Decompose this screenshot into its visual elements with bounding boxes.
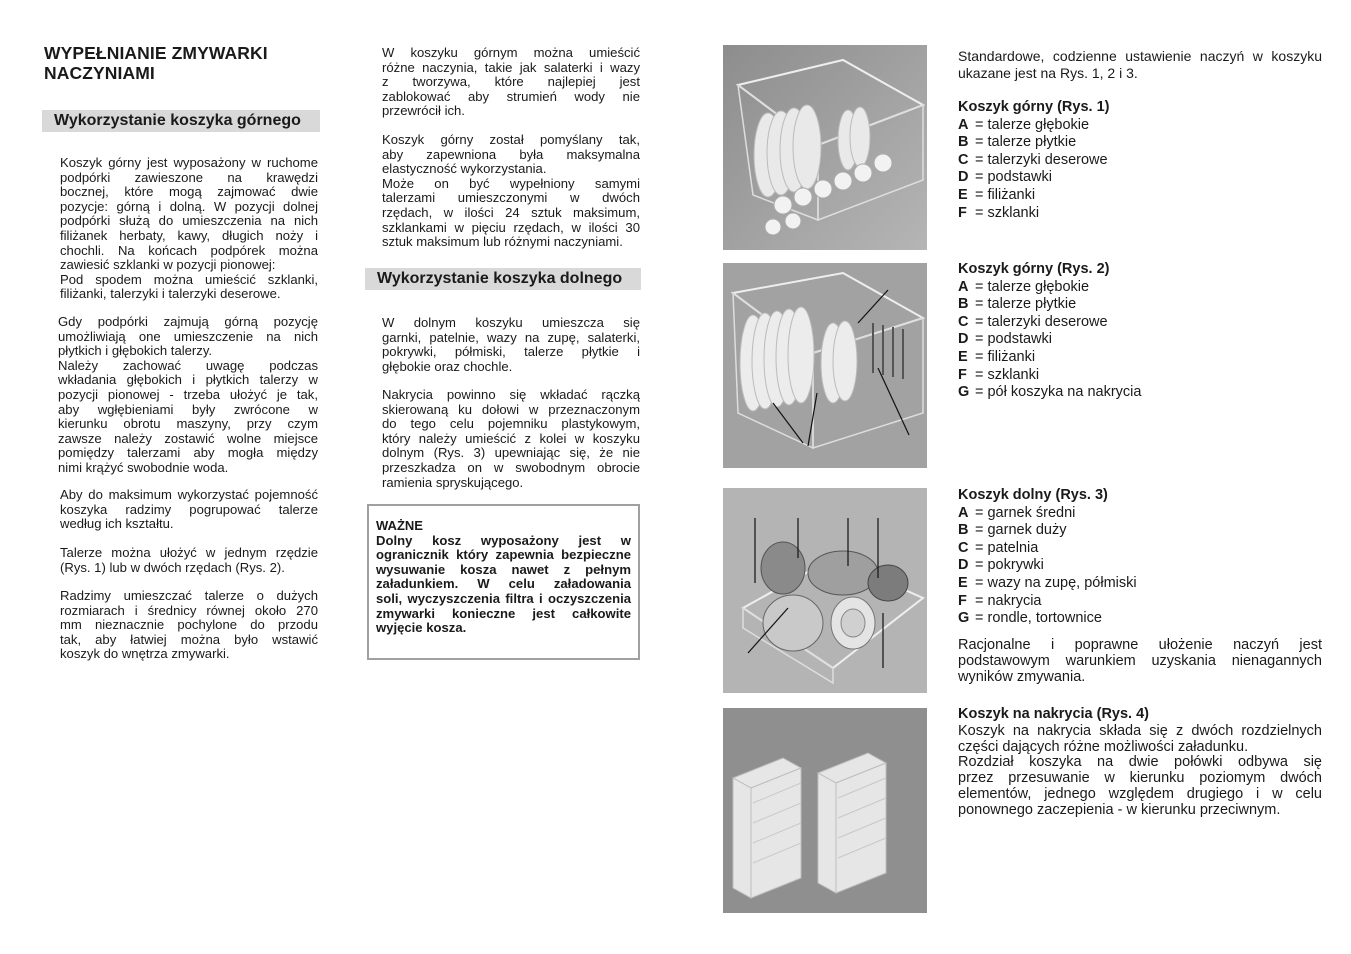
text-line: Talerze można ułożyć w jednym rzędzie (60, 545, 318, 560)
col2-paragraph-4 (382, 388, 640, 490)
title-line-1: WYPEŁNIANIE ZMYWARKI (44, 43, 268, 63)
text-line: pozycje: górną i dolną. W pozycji dolnej (60, 198, 318, 214)
legend-rys2 (958, 261, 1322, 402)
text-line: soli, wyczyszczenia filtra i oczyszczenia (376, 590, 631, 606)
text-line: D (958, 169, 969, 186)
text-line: C (958, 313, 969, 330)
figure-rys1-upper-basket (723, 45, 927, 250)
text-line: W dolnym koszyku umieszcza się (382, 315, 640, 330)
text-line: wkładania głębokich i płytkich talerzy w (58, 372, 318, 388)
text-line: aby zapewniona była maksymalna (382, 146, 640, 162)
legend-item (958, 134, 1322, 152)
text-line: = filiżanki (975, 186, 1036, 203)
text-line: D (958, 557, 969, 574)
text-line: Koszyk górny jest wyposażony w ruchome (60, 155, 318, 170)
legend-item (958, 505, 1322, 523)
text-line: zawiesić szklanki w pozycji pionowej: (60, 257, 276, 273)
text-line: = pół koszyka na nakrycia (975, 384, 1142, 401)
text-line: = szklanki (975, 366, 1040, 383)
text-line: ramienia spryskującego. (382, 474, 524, 490)
text-line: = talerze płytkie (975, 296, 1077, 313)
text-line: A (958, 116, 969, 133)
legend-item (958, 205, 1322, 223)
text-line: = talerze płytkie (975, 134, 1077, 151)
text-line: przez przesuwanie w kierunku poziomym dwóch (958, 770, 1322, 787)
legend-item (958, 540, 1322, 558)
upper-basket-illustration (723, 45, 927, 250)
text-line: przewrócił ich. (382, 103, 465, 119)
text-line: (Rys. 1) lub w dwóch rzędach (Rys. 2). (60, 559, 285, 575)
text-line: filiżanki, talerzyki i talerzyki deserowe. (60, 286, 281, 302)
text-line: = patelnia (975, 539, 1039, 556)
text-line: załadunkiem. W celu załadowania (376, 576, 631, 592)
text-line: F (958, 592, 967, 609)
text-line: garnki, patelnie, wazy na zupę, salaterki, (382, 329, 640, 345)
text-line: szklankami w pięciu rzędach, w ilości 30 (382, 219, 640, 235)
legend-item (958, 384, 1322, 402)
text-line: G (958, 384, 970, 401)
text-line: płytkich i głębokich talerzy. (58, 343, 213, 359)
text-line: = filiżanki (975, 348, 1036, 365)
col1-paragraph-4 (60, 546, 318, 575)
text-line: pozycji pionowej - trzeba ułożyć je tak, (58, 386, 318, 402)
text-line: do tego celu pojemniku plastykowym, (382, 416, 640, 432)
legend-item (958, 522, 1322, 540)
text-line: = szklanki (975, 204, 1040, 221)
text-line: E (958, 348, 968, 365)
text-line: = wazy na zupę, półmiski (975, 574, 1137, 591)
text-line: = podstawki (975, 169, 1052, 186)
text-line: aby wgłębieniami były zwrócone w (58, 401, 318, 417)
text-line: podpórki służą do umieszczenia na nich (60, 213, 318, 229)
text-line: Koszyk górny został pomyślany tak, (382, 132, 640, 147)
text-line: B (958, 296, 969, 313)
text-line: z tworzywa, które najlepiej jest (382, 74, 640, 90)
legend-rys4-text (958, 724, 1322, 819)
text-line: A (958, 504, 969, 521)
col4-paragraph-rational (958, 637, 1322, 685)
col4-intro (958, 48, 1322, 82)
text-line: F (958, 204, 967, 221)
text-line: rozmiarach i średnicy równej około 270 (60, 602, 318, 618)
text-line: B (958, 134, 969, 151)
text-line: = podstawki (975, 331, 1052, 348)
text-line: sztuk maksimum lub różnymi naczyniami. (382, 234, 623, 250)
text-line: W koszyku górnym można umieścić (382, 45, 640, 60)
warning-box (367, 504, 640, 660)
legend-item (958, 367, 1322, 385)
col1-paragraph-5 (60, 589, 318, 662)
text-line: G (958, 610, 970, 627)
legend-item (958, 349, 1322, 367)
text-line: nimi krążyć swobodnie woda. (58, 459, 229, 475)
text-line: = talerzyki deserowe (975, 151, 1108, 168)
lower-basket-illustration (723, 488, 927, 693)
text-line: C (958, 539, 969, 556)
figure-rys4-cutlery-basket (723, 708, 927, 913)
legend-rys3 (958, 487, 1322, 628)
col2-paragraph-2 (382, 133, 640, 250)
text-line: mm nieznacznie pochylone do przodu (60, 617, 318, 633)
legend-item (958, 331, 1322, 349)
text-line: Pod spodem można umieścić szklanki, (60, 271, 318, 287)
text-line: zawsze należy zostawić wolne miejsce (58, 430, 318, 446)
col1-paragraph-1 (60, 156, 318, 302)
text-line: Radzimy umieszczać talerze o dużych (60, 588, 318, 603)
text-line: E (958, 574, 968, 591)
text-line: ukazane jest na Rys. 1, 2 i 3. (958, 65, 1138, 81)
legend-item (958, 169, 1322, 187)
text-line: B (958, 522, 969, 539)
text-line: = talerze głębokie (975, 116, 1090, 133)
text-line: Koszyk na nakrycia składa się z dwóch rozdzielnych (958, 722, 1322, 739)
legend-rys3-heading: Koszyk dolny (Rys. 3) (958, 487, 1108, 503)
text-line: chochli. Na końcach podpórek można (60, 242, 318, 258)
text-line: różne naczynia, takie jak salaterki i wazy (382, 59, 640, 75)
figure-rys2-upper-basket (723, 263, 927, 468)
legend-item (958, 117, 1322, 135)
text-line: pomiędzy talerzami aby mogła między (58, 445, 318, 461)
text-line: talerzami umieszczonymi w dwóch (382, 190, 640, 206)
text-line: części dających różne możliwości załadunku. (958, 738, 1249, 755)
text-line: dolnym (Rys. 3) upewniając się, że nie (382, 445, 640, 461)
page-title (44, 44, 334, 83)
text-line: = nakrycia (975, 592, 1042, 609)
cutlery-basket-illustration (723, 708, 927, 913)
legend-rys2-heading: Koszyk górny (Rys. 2) (958, 261, 1110, 277)
col2-paragraph-3 (382, 316, 640, 374)
col1-paragraph-2 (58, 315, 318, 476)
text-line: Dolny kosz wyposażony jest w (376, 532, 631, 548)
upper-basket-two-rows-illustration (723, 263, 927, 468)
legend-rys1-heading: Koszyk górny (Rys. 1) (958, 99, 1110, 115)
text-line: Aby do maksimum wykorzystać pojemność (60, 487, 318, 502)
col1-paragraph-3 (60, 488, 318, 532)
text-line: koszyka radzimy pogrupować talerze (60, 501, 318, 517)
col2-paragraph-1 (382, 46, 640, 119)
text-line: skierowaną ku dołowi w przeznaczonym (382, 401, 640, 417)
text-line: = pokrywki (975, 557, 1044, 574)
text-line: = talerze głębokie (975, 278, 1090, 295)
legend-rys4 (958, 706, 1322, 819)
text-line: wyjęcie kosza. (376, 620, 467, 636)
text-line: Należy zachować uwagę podczas (58, 357, 318, 373)
text-line: elastyczność wykorzystania. (382, 161, 547, 177)
section-heading-upper-basket: Wykorzystanie koszyka górnego (42, 110, 320, 132)
text-line: według ich kształtu. (60, 516, 174, 532)
text-line: elementów, jednego względem drugiego i w celu (958, 786, 1322, 803)
legend-rys1 (958, 99, 1322, 222)
text-line: C (958, 151, 969, 168)
text-line: Racjonalne i poprawne ułożenie naczyń jest (958, 637, 1322, 653)
text-line: Rozdział koszyka na dwie połówki odbywa się (958, 754, 1322, 771)
text-line: Gdy podpórki zajmują górną pozycję (58, 314, 318, 329)
text-line: tak, aby łatwiej można było wstawić (60, 631, 318, 647)
legend-item (958, 557, 1322, 575)
text-line: ponownego zaczepienia - w kierunku przeciwnym. (958, 802, 1281, 819)
text-line: Nakrycia powinno się wkładać rączką (382, 387, 640, 402)
text-line: wysuwanie kosza nawet z pełnym (376, 561, 631, 577)
legend-item (958, 314, 1322, 332)
text-line: bocznej, które mogą zajmować dwie (60, 184, 318, 200)
text-line: podstawowym warunkiem uzyskania nienagannych (958, 653, 1322, 669)
text-line: ogranicznik który zapewnia bezpieczne (376, 547, 631, 563)
text-line: = talerzyki deserowe (975, 313, 1108, 330)
warning-text (376, 534, 631, 636)
legend-rys4-heading: Koszyk na nakrycia (Rys. 4) (958, 706, 1150, 722)
text-line: koszyk do wnętrza zmywarki. (60, 646, 230, 662)
text-line: umożliwiają one umieszczenie na nich (58, 328, 318, 344)
text-line: rzędach, w ilości 24 sztuk maksimum, (382, 204, 640, 220)
legend-item (958, 279, 1322, 297)
warning-title: WAŻNE (376, 518, 423, 533)
title-line-2: NACZYNIAMI (44, 62, 155, 83)
text-line: = garnek duży (975, 522, 1067, 539)
text-line: zmywarki konieczne jest całkowite (376, 605, 631, 621)
legend-item (958, 575, 1322, 593)
figure-rys3-lower-basket (723, 488, 927, 693)
text-line: = garnek średni (975, 504, 1076, 521)
legend-item (958, 152, 1322, 170)
text-line: który należy umieścić z kolei w koszyku (382, 430, 640, 446)
text-line: wyników zmywania. (958, 669, 1086, 685)
text-line: Może on być wypełniony samymi (382, 175, 640, 191)
text-line: = rondle, tortownice (975, 610, 1102, 627)
text-line: kierunku obrotu maszyny, przy czym (58, 416, 318, 432)
legend-item (958, 593, 1322, 611)
text-line: przeszkadza on w swobodnym obrocie (382, 459, 640, 475)
text-line: F (958, 366, 967, 383)
legend-item (958, 187, 1322, 205)
section-heading-lower-basket: Wykorzystanie koszyka dolnego (365, 268, 641, 290)
text-line: Standardowe, codzienne ustawienie naczyń w koszyku (958, 48, 1322, 64)
text-line: A (958, 278, 969, 295)
text-line: E (958, 186, 968, 203)
text-line: głębokie oraz chochle. (382, 358, 513, 374)
text-line: D (958, 331, 969, 348)
text-line: zablokować aby strumień wody nie (382, 88, 640, 104)
legend-item (958, 610, 1322, 628)
legend-item (958, 296, 1322, 314)
text-line: pokrywki, półmiski, talerze płytkie i (382, 344, 640, 360)
text-line: filiżanek herbaty, kawy, długich noży i (60, 227, 318, 243)
text-line: podpórki zawieszone na krawędzi (60, 169, 318, 185)
